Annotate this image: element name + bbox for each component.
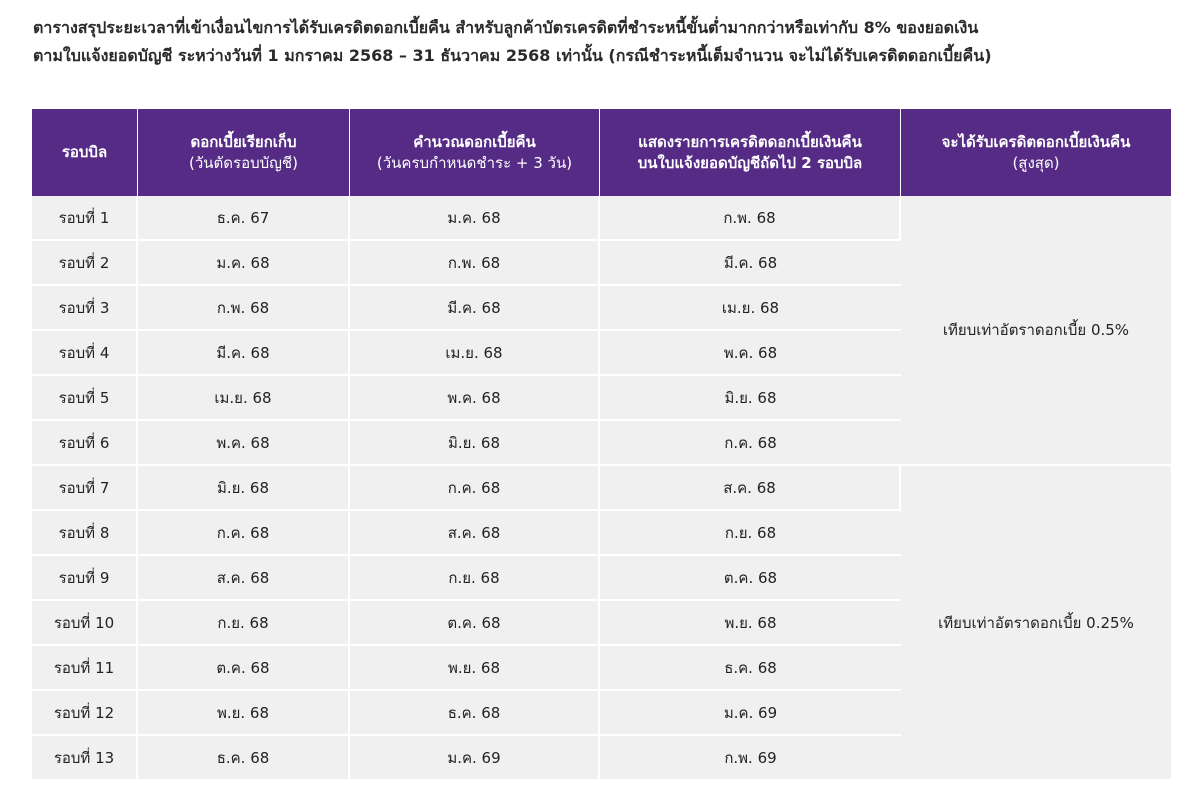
cell-interest-charged: ต.ค. 68 [138, 646, 350, 691]
cell-refund-calculation: พ.ย. 68 [350, 646, 600, 691]
intro-line-2: ตามใบแจ้งยอดบัญชี ระหว่างวันที่ 1 มกราคม 2568 – 31 ธันวาคม 2568 เท่านั้น (กรณีชำระหนี้เต็มจำนวน จะไม่ได้รับเครดิตดอกเบี้ยคืน) [33, 46, 992, 65]
header-billing-cycle [32, 109, 138, 196]
cell-interest-charged: ธ.ค. 67 [138, 196, 350, 241]
cell-interest-charged: ก.ค. 68 [138, 511, 350, 556]
header-subtitle: (สูงสุด) [1012, 153, 1060, 172]
cell-refund-calculation: ก.พ. 68 [350, 241, 600, 286]
header-subtitle: บนใบแจ้งยอดบัญชีถัดไป 2 รอบบิล [637, 153, 863, 172]
cell-interest-charged: พ.ย. 68 [138, 691, 350, 736]
cell-interest-charged: มิ.ย. 68 [138, 466, 350, 511]
header-refund-calculation [350, 109, 600, 196]
cell-billing-cycle: รอบที่ 11 [32, 646, 138, 691]
header-title: รอบบิล [61, 143, 108, 161]
header-title: แสดงรายการเครดิตดอกเบี้ยเงินคืน [638, 132, 862, 151]
header-subtitle: (วันครบกำหนดชำระ + 3 วัน) [376, 153, 573, 172]
cell-interest-charged: พ.ค. 68 [138, 421, 350, 466]
header-credit-display [600, 109, 901, 196]
cell-billing-cycle: รอบที่ 4 [32, 331, 138, 376]
cell-credit-display: ก.ย. 68 [600, 511, 901, 556]
cashback-schedule-table [32, 109, 1171, 781]
cell-refund-calculation: มิ.ย. 68 [350, 421, 600, 466]
cell-refund-calculation: เม.ย. 68 [350, 331, 600, 376]
table-row [32, 466, 1171, 511]
cell-billing-cycle: รอบที่ 3 [32, 286, 138, 331]
cell-max-credit-rate: เทียบเท่าอัตราดอกเบี้ย 0.5% [901, 196, 1171, 466]
cell-credit-display: มี.ค. 68 [600, 241, 901, 286]
cell-billing-cycle: รอบที่ 8 [32, 511, 138, 556]
header-title: ดอกเบี้ยเรียกเก็บ [190, 132, 297, 151]
cell-billing-cycle: รอบที่ 5 [32, 376, 138, 421]
cell-credit-display: ก.พ. 69 [600, 736, 901, 781]
cell-refund-calculation: ก.ค. 68 [350, 466, 600, 511]
cell-billing-cycle: รอบที่ 12 [32, 691, 138, 736]
cell-billing-cycle: รอบที่ 1 [32, 196, 138, 241]
header-title: คำนวณดอกเบี้ยคืน [413, 132, 536, 151]
cell-interest-charged: ม.ค. 68 [138, 241, 350, 286]
cell-refund-calculation: ม.ค. 68 [350, 196, 600, 241]
header-max-credit [901, 109, 1171, 196]
cell-billing-cycle: รอบที่ 7 [32, 466, 138, 511]
cell-billing-cycle: รอบที่ 13 [32, 736, 138, 781]
cell-refund-calculation: ส.ค. 68 [350, 511, 600, 556]
cell-credit-display: ต.ค. 68 [600, 556, 901, 601]
cell-refund-calculation: ก.ย. 68 [350, 556, 600, 601]
cell-interest-charged: ส.ค. 68 [138, 556, 350, 601]
table-row [32, 196, 1171, 241]
cell-refund-calculation: มี.ค. 68 [350, 286, 600, 331]
cell-billing-cycle: รอบที่ 6 [32, 421, 138, 466]
cell-refund-calculation: ต.ค. 68 [350, 601, 600, 646]
cell-billing-cycle: รอบที่ 9 [32, 556, 138, 601]
header-interest-charged [138, 109, 350, 196]
cell-credit-display: ก.พ. 68 [600, 196, 901, 241]
header-subtitle: (วันตัดรอบบัญชี) [189, 153, 298, 172]
table-body [32, 196, 1171, 781]
header-title: จะได้รับเครดิตดอกเบี้ยเงินคืน [941, 132, 1131, 151]
cell-credit-display: ก.ค. 68 [600, 421, 901, 466]
cell-credit-display: ธ.ค. 68 [600, 646, 901, 691]
cell-interest-charged: เม.ย. 68 [138, 376, 350, 421]
cell-credit-display: ส.ค. 68 [600, 466, 901, 511]
cell-billing-cycle: รอบที่ 10 [32, 601, 138, 646]
cell-credit-display: ม.ค. 69 [600, 691, 901, 736]
cell-credit-display: พ.ย. 68 [600, 601, 901, 646]
table-header [32, 109, 1171, 196]
cell-max-credit-rate: เทียบเท่าอัตราดอกเบี้ย 0.25% [901, 466, 1171, 781]
cell-credit-display: เม.ย. 68 [600, 286, 901, 331]
header-row [32, 109, 1171, 196]
cell-refund-calculation: ม.ค. 69 [350, 736, 600, 781]
cell-billing-cycle: รอบที่ 2 [32, 241, 138, 286]
intro-text [33, 14, 1173, 70]
cell-interest-charged: ก.ย. 68 [138, 601, 350, 646]
cell-credit-display: มิ.ย. 68 [600, 376, 901, 421]
cell-interest-charged: มี.ค. 68 [138, 331, 350, 376]
cell-interest-charged: ก.พ. 68 [138, 286, 350, 331]
intro-line-1: ตารางสรุประยะเวลาที่เข้าเงื่อนไขการได้รับเครดิตดอกเบี้ยคืน สำหรับลูกค้าบัตรเครดิตที่ชำระหนี้ขั้นต่ำมากกว่าหรือเท่ากับ 8% ของยอดเงิน [33, 18, 979, 37]
cell-interest-charged: ธ.ค. 68 [138, 736, 350, 781]
cell-refund-calculation: ธ.ค. 68 [350, 691, 600, 736]
cell-refund-calculation: พ.ค. 68 [350, 376, 600, 421]
cell-credit-display: พ.ค. 68 [600, 331, 901, 376]
